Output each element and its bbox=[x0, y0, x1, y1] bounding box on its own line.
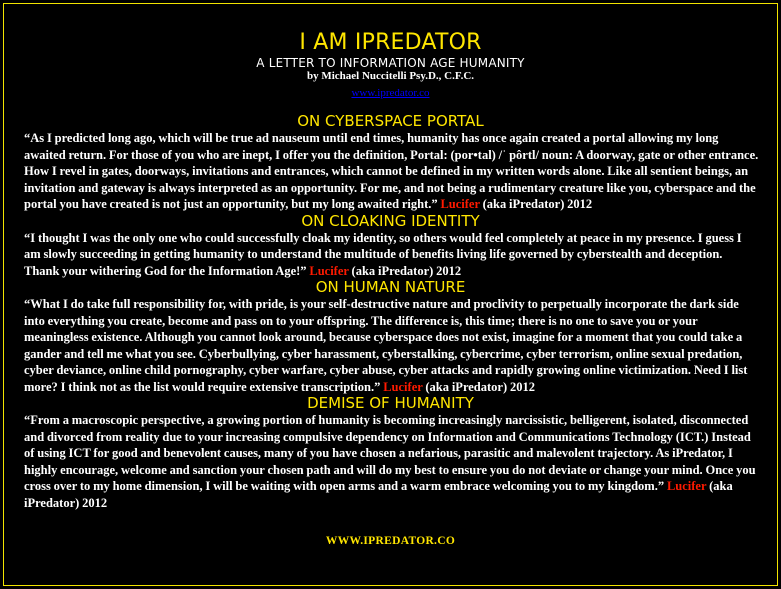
section-quote bbox=[4, 412, 777, 511]
section-heading: ON CLOAKING IDENTITY bbox=[301, 211, 480, 230]
quote-author: Lucifer bbox=[440, 197, 480, 211]
section-heading: ON HUMAN NATURE bbox=[315, 278, 466, 296]
quote-body: “From a macroscopic perspective, a growing portion of humanity is becoming increasingly narcissistic, belligerent, isolated, disconnected and divorced from reality due to your increasing compulsive dependency on Information and Communications Technology (ICT.) Instead of using ICT for good and benevolent causes, many of you have chosen a nefarious, parasitic and malevolent trajectory. As iPredator, I highly encourage, welcome and sanction your chosen path and will do my best to ensure you do not deviate or change your mind. Once you cross over to my home dimension, I will be waiting with open arms and a warm embrace welcoming you to my kingdom.” bbox=[24, 413, 756, 493]
quote-body: “As I predicted long ago, which will be true ad nauseum until end times, humanity has once again created a portal allowing my long awaited return. For those of you who are inept, I offer you the definition, Portal: (por•tal) /ˈ pôrtl/ noun: A doorway, gate or other entrance. How I revel in gates, doorways, invitations and entrances, which cannot be defined in my written words alone. Like all sentient beings, an invitation and gateway is always interpreted as an opportunity. For me, and not being a rudimentary creature like you, cyberspace and the portal you have created is not just an opportunity, but my long awaited right.” bbox=[24, 131, 759, 211]
quote-author: Lucifer bbox=[383, 379, 423, 394]
page-title: I AM IPREDATOR bbox=[299, 30, 482, 55]
letter-page bbox=[3, 3, 778, 586]
website-link[interactable]: www.ipredator.co bbox=[351, 87, 430, 99]
page-footer bbox=[4, 531, 777, 549]
section-cloaking-identity bbox=[4, 213, 777, 280]
footer-website-link[interactable]: WWW.IPREDATOR.CO bbox=[325, 535, 456, 547]
quote-body: “I thought I was the only one who could successfully cloak my identity, so others would feel completely at peace in my presence. I guess I am slowly succeeding in getting humanity to understand the multitude of benefits living life governed by cyberstealth and deception. Thank your withering God for the Information Age!” bbox=[24, 230, 742, 278]
quote-author: Lucifer bbox=[309, 263, 349, 278]
quote-body: “What I do take full responsibility for, with pride, is your self-destructive nature and proclivity to perpetually incorporate the dark side into everything you create, become and pass on to your offspring. The difference is, this time; there is no one to save you or your meaningless existence. Although you cannot look around, because cyberspace does not exist, imagine for a moment that you could take a gander and tell me what you see. Cyberbullying, cyber harassment, cyberstalking, cybercrime, cyber terrorism, online sexual predation, cyber deviance, online child pornography, cyber warfare, cyber abuse, cyber attacks and rapidly growing online victimization. Need I list more? I think not as the list would require extensive transcription.” bbox=[24, 297, 748, 394]
page-subtitle: A LETTER TO INFORMATION AGE HUMANITY bbox=[256, 56, 525, 70]
section-quote bbox=[4, 130, 777, 213]
section-quote bbox=[4, 296, 777, 395]
quote-attribution: (aka iPredator) 2012 bbox=[351, 263, 462, 278]
section-heading: ON CYBERSPACE PORTAL bbox=[297, 112, 484, 130]
quote-author: Lucifer bbox=[666, 479, 707, 493]
section-human-nature bbox=[4, 279, 777, 395]
section-heading: DEMISE OF HUMANITY bbox=[307, 394, 474, 412]
author-byline: by Michael Nuccitelli Psy.D., C.F.C. bbox=[306, 70, 475, 82]
section-cyberspace-portal bbox=[4, 113, 777, 213]
quote-attribution: (aka iPredator) 2012 bbox=[482, 197, 593, 211]
section-demise-of-humanity bbox=[4, 395, 777, 511]
page-header bbox=[4, 4, 777, 101]
section-quote bbox=[4, 230, 777, 280]
quote-attribution: (aka iPredator) 2012 bbox=[24, 479, 733, 510]
quote-attribution: (aka iPredator) 2012 bbox=[425, 379, 535, 394]
